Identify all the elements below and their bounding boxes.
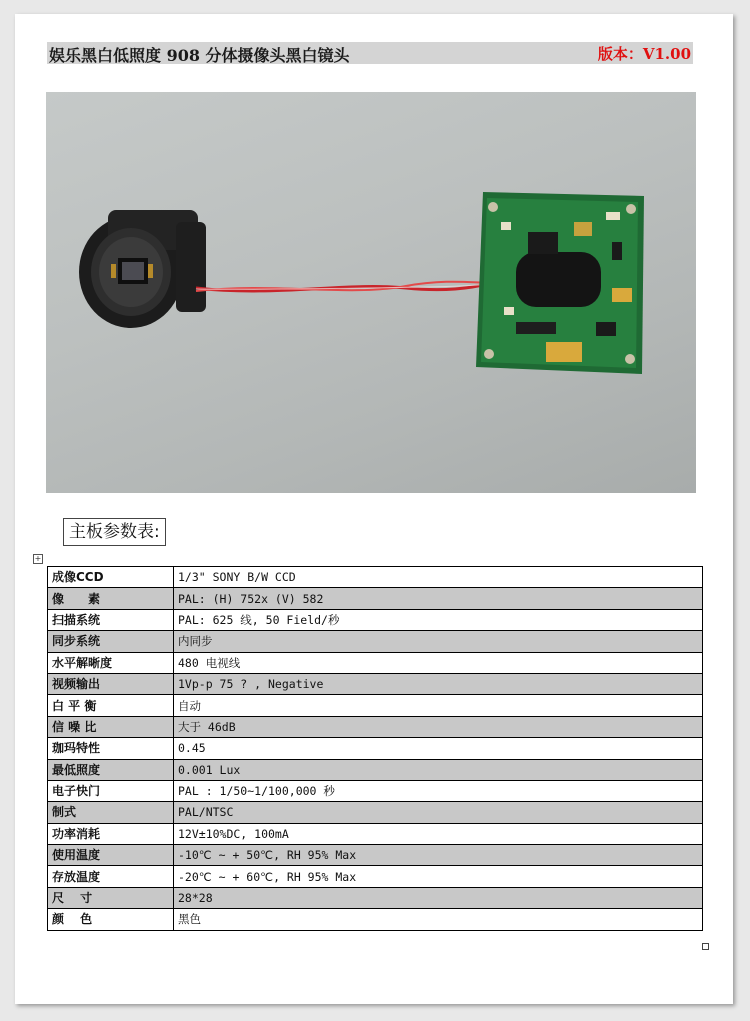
table-row <box>48 802 703 823</box>
spec-value: PAL : 1/50~1/100,000 秒 <box>174 780 703 801</box>
spec-value: 0.001 Lux <box>174 759 703 780</box>
table-row <box>48 759 703 780</box>
spec-value: -10℃ ~ + 50℃, RH 95% Max <box>174 845 703 866</box>
version-label: 版本：V1.00 <box>597 45 691 63</box>
table-row <box>48 673 703 694</box>
spec-value: 28*28 <box>174 887 703 908</box>
lens-holder <box>79 210 206 328</box>
spec-label: 珈玛特性 <box>48 738 174 759</box>
document-page <box>15 14 733 1004</box>
spec-value: 12V±10%DC, 100mA <box>174 823 703 844</box>
spec-value: PAL: (H) 752x (V) 582 <box>174 588 703 609</box>
camera-module-illustration <box>46 92 696 493</box>
table-row <box>48 909 703 930</box>
table-resize-handle-icon[interactable] <box>702 943 709 950</box>
spec-value: PAL/NTSC <box>174 802 703 823</box>
twisted-cable <box>196 274 521 291</box>
table-row <box>48 866 703 887</box>
spec-label: 存放温度 <box>48 866 174 887</box>
table-row <box>48 716 703 737</box>
document-header <box>47 42 693 64</box>
spec-label: 使用温度 <box>48 845 174 866</box>
spec-value: 自动 <box>174 695 703 716</box>
spec-label: 同步系统 <box>48 631 174 652</box>
spec-label: 水平解晰度 <box>48 652 174 673</box>
table-move-handle-icon[interactable]: + <box>34 554 42 563</box>
spec-value: 480 电视线 <box>174 652 703 673</box>
table-row <box>48 588 703 609</box>
spec-value: 0.45 <box>174 738 703 759</box>
spec-label: 白 平 衡 <box>48 695 174 716</box>
table-row <box>48 780 703 801</box>
spec-value: 内同步 <box>174 631 703 652</box>
table-row <box>48 631 703 652</box>
table-row <box>48 845 703 866</box>
spec-label: 制式 <box>48 802 174 823</box>
spec-label: 颜 色 <box>48 909 174 930</box>
spec-value: PAL: 625 线, 50 Field/秒 <box>174 609 703 630</box>
spec-value: 大于 46dB <box>174 716 703 737</box>
spec-label: 成像CCD <box>48 567 174 588</box>
section-title: 主板参数表: <box>63 518 166 546</box>
spec-label: 像 素 <box>48 588 174 609</box>
spec-label: 电子快门 <box>48 780 174 801</box>
table-row <box>48 695 703 716</box>
spec-label: 功率消耗 <box>48 823 174 844</box>
spec-label: 视频输出 <box>48 673 174 694</box>
spec-label: 扫描系统 <box>48 609 174 630</box>
table-row <box>48 823 703 844</box>
table-row <box>48 567 703 588</box>
table-row <box>48 609 703 630</box>
spec-value: -20℃ ~ + 60℃, RH 95% Max <box>174 866 703 887</box>
spec-label: 信 噪 比 <box>48 716 174 737</box>
spec-value: 1/3" SONY B/W CCD <box>174 567 703 588</box>
spec-label: 最低照度 <box>48 759 174 780</box>
document-title: 娱乐黑白低照度 908 分体摄像头黑白镜头 <box>49 46 350 65</box>
table-row <box>48 738 703 759</box>
table-row <box>48 652 703 673</box>
spec-label: 尺 寸 <box>48 887 174 908</box>
product-photo <box>46 92 696 493</box>
circuit-board <box>476 192 644 374</box>
spec-table <box>47 566 703 931</box>
spec-value: 1Vp-p 75 ? , Negative <box>174 673 703 694</box>
table-row <box>48 887 703 908</box>
spec-value: 黑色 <box>174 909 703 930</box>
